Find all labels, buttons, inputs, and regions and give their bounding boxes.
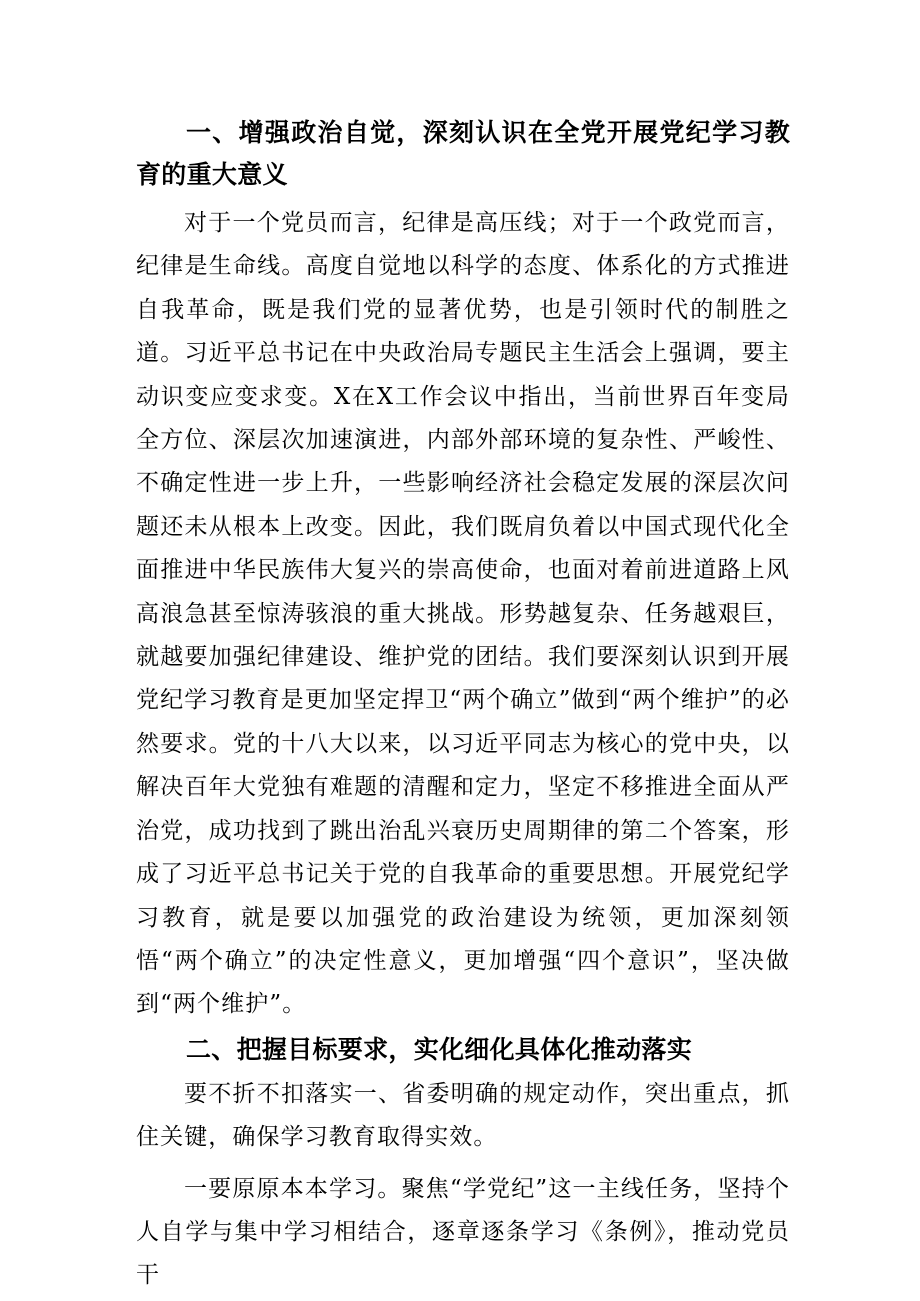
- section-1-paragraph: 对于一个党员而言，纪律是高压线；对于一个政党而言，纪律是生命线。高度自觉地以科学的态度、体系化的方式推进自我革命，既是我们党的显著优势，也是引领时代的制胜之道。习近平总书记在中央政治局专题民主生活会上强调，要主动识变应变求变。X在X工作会议中指出，当前世界百年变局全方位、深层次加速演进，内部外部环境的复杂性、严峻性、不确定性进一步上升，一些影响经济社会稳定发展的深层次问题还未从根本上改变。因此，我们既肩负着以中国式现代化全面推进中华民族伟大复兴的崇高使命，也面对着前进道路上风高浪急甚至惊涛骇浪的重大挑战。形势越复杂、任务越艰巨，就越要加强纪律建设、维护党的团结。我们要深刻认识到开展党纪学习教育是更加坚定捍卫“两个确立”做到“两个维护”的必然要求。党的十八大以来，以习近平同志为核心的党中央，以解决百年大党独有难题的清醒和定力，坚定不移推进全面从严治党，成功找到了跳出治乱兴衰历史周期律的第二个答案，形成了习近平总书记关于党的自我革命的重要思想。开展党纪学习教育，就是要以加强党的政治建设为统领，更加深刻领悟“两个确立”的决定性意义，更加增强“四个意识”，坚决做到“两个维护”。: [136, 210, 790, 1018]
- section-heading-1: 一、增强政治自觉，深刻认识在全党开展党纪学习教育的重大意义: [136, 118, 790, 189]
- section-heading-2: 二、把握目标要求，实化细化具体化推动落实: [186, 1034, 693, 1064]
- section-2-paragraph-2: 一要原原本本学习。聚焦“学党纪”这一主线任务，坚持个人自学与集中学习相结合，逐章逐条学习《条例》，推动党员干: [136, 1175, 790, 1289]
- section-2-paragraph-1: 要不折不扣落实一、省委明确的规定动作，突出重点，抓住关键，确保学习教育取得实效。: [136, 1080, 790, 1151]
